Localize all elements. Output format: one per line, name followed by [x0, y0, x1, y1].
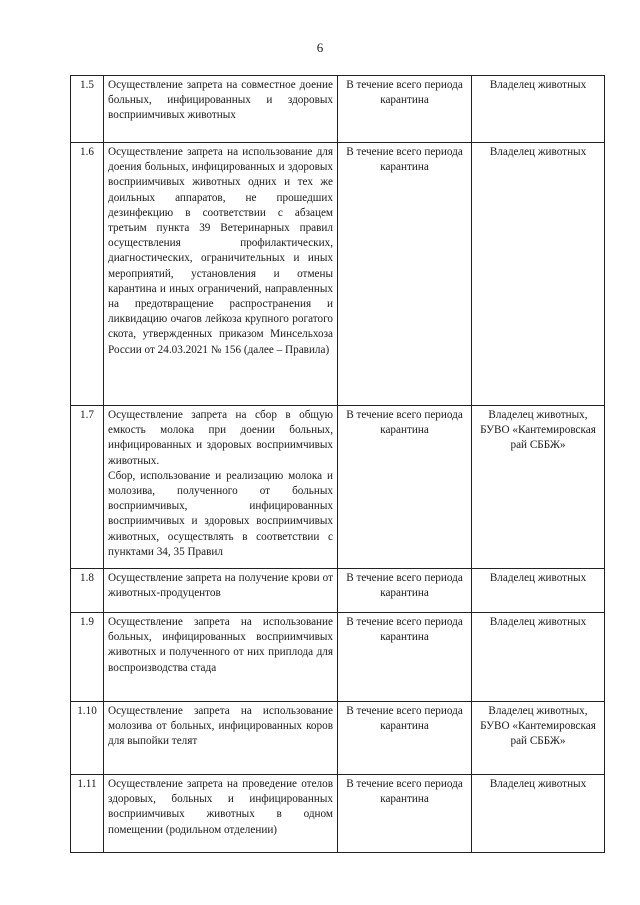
responsible-cell: Владелец животных, БУВО «Кантемировская рай СББЖ»: [472, 406, 605, 569]
measure-cell: [104, 76, 338, 143]
row-number: 1.5: [71, 76, 104, 143]
term-cell: В течение всего периода карантина: [338, 406, 472, 569]
measure-text: Осуществление запрета на получение крови от животных-продуцентов: [108, 572, 333, 600]
table-row: [71, 143, 605, 406]
measure-cell: [104, 613, 338, 702]
responsible-cell: Владелец животных: [472, 775, 605, 853]
table-row: [71, 406, 605, 569]
measure-text: Осуществление запрета на совместное доение больных, инфицированных и здоровых восприимчивых животных: [108, 79, 333, 122]
measure-cell: [104, 702, 338, 775]
measure-cell: [104, 143, 338, 406]
term-cell: В течение всего периода карантина: [338, 775, 472, 853]
measure-text: Сбор, использование и реализацию молока и молозива, полученного от больных восприимчивых, инфицированных восприимчивых и здоровых восприимчивых животных, осуществлять в соответствии с пунктами 34, 35 Правил: [108, 469, 333, 558]
row-number: 1.10: [71, 702, 104, 775]
term-cell: В течение всего периода карантина: [338, 613, 472, 702]
responsible-cell: Владелец животных: [472, 76, 605, 143]
measure-cell: [104, 406, 338, 569]
measure-text: Осуществление запрета на использование больных, инфицированных восприимчивых животных и полученного от них приплода для воспроизводства стада: [108, 616, 333, 674]
row-number: 1.8: [71, 569, 104, 613]
table-row: [71, 775, 605, 853]
row-number: 1.9: [71, 613, 104, 702]
table-row: [71, 76, 605, 143]
measure-cell: [104, 775, 338, 853]
measure-cell: [104, 569, 338, 613]
table-row: [71, 702, 605, 775]
term-cell: В течение всего периода карантина: [338, 143, 472, 406]
page-number: 6: [316, 40, 324, 55]
term-cell: В течение всего периода карантина: [338, 702, 472, 775]
table-row: [71, 613, 605, 702]
row-number: 1.11: [71, 775, 104, 853]
measure-text: Осуществление запрета на проведение отелов здоровых, больных и инфицированных восприимчивых животных в одном помещении (родильном отделении): [108, 778, 333, 836]
term-cell: В течение всего периода карантина: [338, 76, 472, 143]
responsible-cell: Владелец животных: [472, 613, 605, 702]
responsible-cell: Владелец животных: [472, 143, 605, 406]
measures-table: [70, 75, 605, 853]
responsible-cell: Владелец животных, БУВО «Кантемировская рай СББЖ»: [472, 702, 605, 775]
measure-text: Осуществление запрета на использование для доения больных, инфицированных и здоровых восприимчивых животных одних и тех же доильных аппаратов, не прошедших дезинфекцию в соответствии с абзацем третьим пункта 39 Ветеринарных правил осуществления профилактических, диагностических, ограничительных и иных мероприятий, установления и отмены карантина и иных ограничений, направленных на предотвращение распространения и ликвидацию очагов лейкоза крупного рогатого скота, утвержденных приказом Минсельхоза России от 24.03.2021 № 156 (далее – Правила): [108, 146, 333, 356]
measure-text: Осуществление запрета на сбор в общую емкость молока при доении больных, инфицированных и здоровых восприимчивых животных.: [108, 409, 333, 467]
row-number: 1.7: [71, 406, 104, 569]
measure-text: Осуществление запрета на использование молозива от больных, инфицированных коров для выпойки телят: [108, 705, 333, 748]
row-number: 1.6: [71, 143, 104, 406]
responsible-cell: Владелец животных: [472, 569, 605, 613]
term-cell: В течение всего периода карантина: [338, 569, 472, 613]
table-row: [71, 569, 605, 613]
